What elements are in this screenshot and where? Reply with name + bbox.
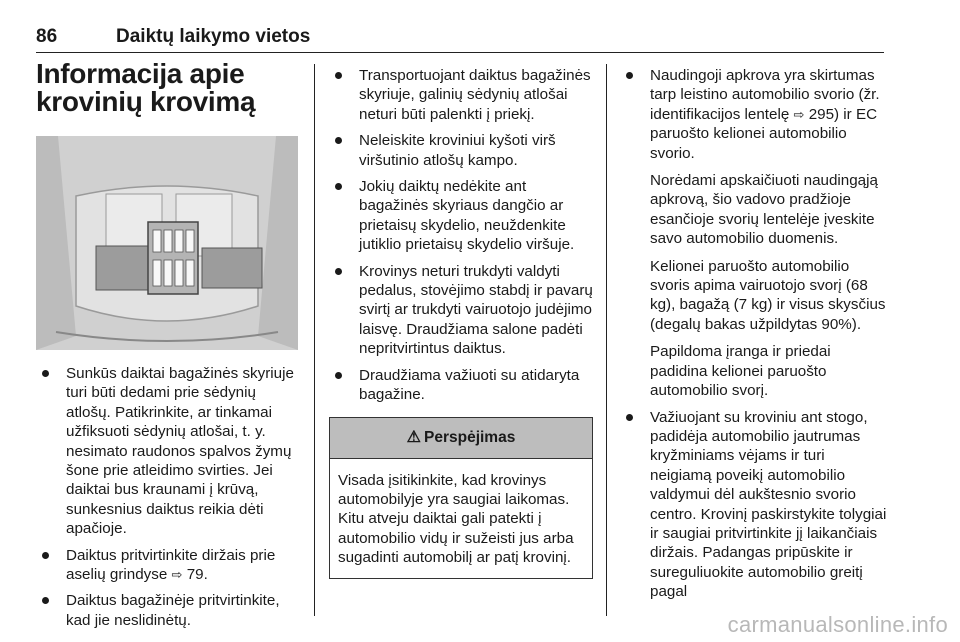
- list-item: Daiktus bagažinėje pritvirtinkite, kad jie neslidinėtų.: [36, 591, 300, 630]
- section-title: Informacija apie krovinių krovimą: [36, 58, 256, 117]
- paragraph: Kelionei paruošto automobilio svoris apima vairuotojo svorį (68 kg), bagažą (7 kg) ir visus skysčius (degalų bakas užpildytas 90%).: [650, 257, 886, 333]
- column-2: [329, 66, 593, 579]
- warning-header: [330, 418, 592, 459]
- warning-box: [329, 417, 593, 579]
- paragraph: Papildoma įranga ir priedai padidina kelionei paruošto automobilio svorį.: [650, 343, 831, 400]
- page-reference-arrow-icon: ⇨: [793, 106, 805, 122]
- list-item: Važiuojant su kroviniu ant stogo, padidėja automobilio jautrumas kryžminiams vėjams ir turi neigiamą poveikį automobilio valdymui dėl aukštesnio svorio centro. Krovinį paskirstykite tolygiai ir saugiai pritvirtinkite jį laikančiais diržais. Padangas pripūskite ir sureguliuokite automobilio greitį pagal: [620, 408, 888, 602]
- bullet-list: [36, 364, 300, 630]
- page-reference-arrow-icon: ⇨: [171, 567, 183, 583]
- page-reference[interactable]: 79.: [186, 566, 208, 584]
- column-3: [620, 66, 888, 609]
- column-divider: [606, 64, 607, 616]
- warning-title: Perspėjimas: [424, 428, 516, 446]
- list-item: Sunkūs daiktai bagažinės skyriuje turi būti dedami prie sėdynių atlošų. Patikrinkite, ar tinkamai užfiksuoti sėdynių atlošai, t. y. nesimato raudonos spalvos žymų šone prie atleidimo svirties. Jei daiktai bus kraunami į krūvą, sunkesnius daiktus reikia dėti apačioje.: [36, 364, 300, 539]
- running-title: Daiktų laikymo vietos: [116, 26, 311, 47]
- page-number: 86: [36, 26, 58, 47]
- page-header: [36, 26, 884, 53]
- list-item: Naudingoji apkrova yra skirtumas tarp leistino automobilio svorio (žr. identifikacijos lentelę ⇨ 295) ir EC paruošto kelionei automobilio svorio. Norėdami apskaičiuoti naudingąją apkrovą, šio vadovo pradžioje esančioje svorių lentelėje įveskite savo automobilio duomenis. Kelionei paruošto automobilio svoris apima vairuotojo svorį (68 kg), bagažą (7 kg) ir visus skysčius (degalų bakas užpildytas 90%). Papildoma įranga ir priedai padidina kelionei paruošto automobilio svorį.: [620, 66, 888, 401]
- watermark: carmanualsonline.info: [727, 612, 948, 637]
- list-item: Draudžiama važiuoti su atidaryta bagažine.: [329, 366, 593, 405]
- page-reference[interactable]: 295) ir EC paruošto kelionei automobilio svorio.: [650, 105, 878, 162]
- list-item: Transportuojant daiktus bagažinės skyriuje, galinių sėdynių atlošai neturi būti palenkti į priekį.: [329, 66, 593, 124]
- bullet-list: [329, 66, 593, 405]
- warning-body: Visada įsitikinkite, kad krovinys automobilyje yra saugiai laikomas. Kitu atveju daiktai gali patekti į automobilio vidų ir sužeisti jus arba sugadinti automobilį ar patį krovinį.: [338, 471, 574, 567]
- bullet-list: [620, 66, 888, 602]
- column-1: [36, 60, 300, 637]
- column-divider: [314, 64, 315, 616]
- trunk-loading-illustration-svg: [36, 136, 298, 350]
- list-item: Neleiskite kroviniui kyšoti virš viršutinio atlošų kampo.: [329, 131, 593, 170]
- paragraph: Norėdami apskaičiuoti naudingąją apkrovą, šio vadovo pradžioje esančioje svorių lentelėje įveskite savo automobilio duomenis.: [650, 172, 878, 248]
- list-item: Daiktus pritvirtinkite diržais prie aselių grindyse ⇨ 79.: [36, 546, 300, 585]
- list-item: Krovinys neturi trukdyti valdyti pedalus, stovėjimo stabdį ir pavarų svirtį ar trukdyti vairuotojo judėjimo laisvę. Draudžiama salone padėti nepritvirtintus daiktus.: [329, 262, 593, 359]
- trunk-loading-illustration: [36, 136, 298, 350]
- list-item: Jokių daiktų nedėkite ant bagažinės skyriaus dangčio ar prietaisų skydelio, neuždenkite jutiklio prietaisų skydelio viršuje.: [329, 177, 593, 255]
- warning-triangle-icon: ⚠: [406, 428, 421, 446]
